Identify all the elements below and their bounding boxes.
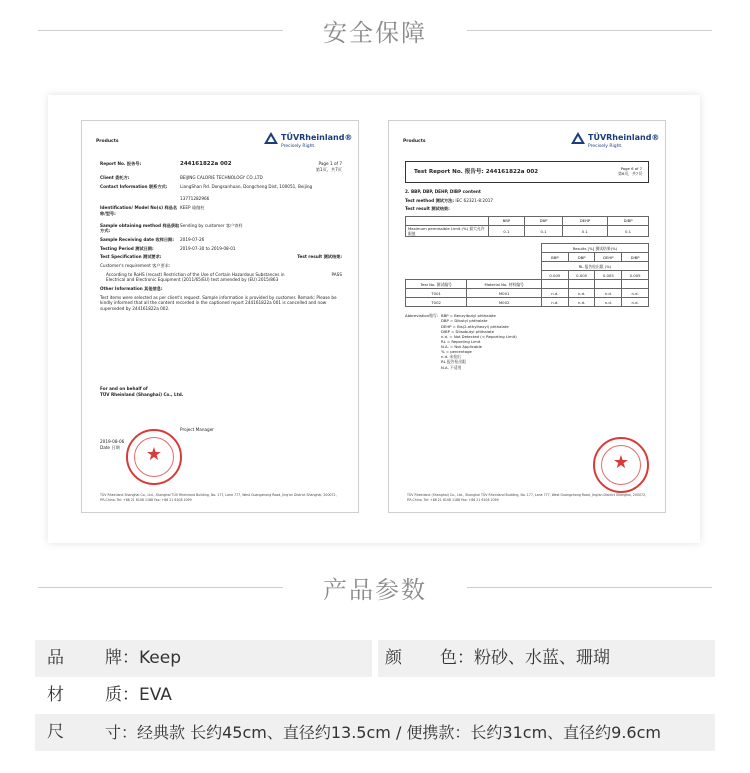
test-report-number-box	[405, 161, 649, 183]
param-value: EVA	[139, 685, 172, 705]
param-row-brand	[35, 640, 715, 677]
signature-block: For and on behalf of TÜV Rheinland (Shanghai) Co., Ltd. Project Manager 2019-08-06 Date 日期	[100, 386, 215, 450]
tuv-logo	[571, 131, 660, 153]
tuv-logo	[264, 131, 353, 153]
abbreviations: Abbreviation缩写: BBP = Benzylbutyl phthalate DBP = Dibutyl phthalate DEHP = Bis(2-ethylhexyl) phthalate DIBP = Diisobutyl phthalate n.d. = Not Detected (< Reporting Limit) RL = Reporting Limit N.A. = Not Applicable % = percentage n.d. 未检出 RL 报告检出限 N.A. 不适用	[405, 313, 517, 370]
params-section-title: 产品参数	[323, 576, 427, 604]
testing-value: 2019-07-30 to 2019-08-01	[180, 245, 236, 251]
contact-value: LiangShan Rd. Dongsanhuan, Dongcheng Dist, 100051, Beijing 13771282966	[180, 184, 313, 201]
other-info-label: Other Information 其他信息:	[100, 286, 163, 292]
param-label-char: 尺	[47, 722, 64, 742]
tuv-tagline: Precisely Right.	[281, 144, 316, 149]
safety-section-title: 安全保障	[323, 19, 427, 47]
param-row-size	[35, 714, 715, 751]
table-row: T001 M001 n.d. n.d. n.d. n.d.	[406, 289, 649, 298]
param-label: 色：粉砂、水蓝、珊瑚	[440, 648, 610, 668]
testing-label: Testing Period 测试日期:	[100, 245, 154, 251]
official-seal-icon: ★	[593, 437, 649, 493]
limit-row: Maximum permissible Limit (%) 最大允许限值 0.1 0.1 0.1 0.1	[406, 226, 649, 237]
requirement-label: Customer's requirement 客户要求:	[100, 263, 171, 269]
receiving-label: Sample Receiving date 收样日期:	[100, 237, 174, 243]
param-label-char: 材	[47, 685, 64, 705]
receiving-value: 2019-07-26	[180, 237, 205, 243]
products-label: Products	[403, 139, 426, 144]
param-value: Keep	[139, 648, 182, 668]
param-value: 粉砂、水蓝、珊瑚	[474, 648, 610, 668]
test-report-panel	[48, 95, 700, 543]
report-body	[100, 161, 342, 315]
identification-value: KEEP 瑜伽柱	[180, 205, 205, 211]
sampling-value: Sending by customer 客户寄样	[180, 222, 243, 228]
client-label: Client 委托方:	[100, 175, 130, 181]
test-report-number: Test Report No. 报告号: 244161822a 002	[414, 169, 539, 175]
tuv-triangle-icon	[264, 132, 278, 144]
limit-header-row: BBP DBP DEHP DIBP	[406, 217, 649, 226]
param-row-material	[35, 677, 715, 714]
report-footer: TÜV Rheinland (Shanghai) Co., Ltd., Shanghai TÜV Rheinland Building, No. 177, Lane 777, West Guangzhong Road, Jing'an District Shanghai, 200072, P.R.China. Tel: +86 21 6108 1188 Fax: +86 21 6108 1099	[407, 493, 647, 502]
table-row: Test No. 测试编号 Material No. 材料编号	[406, 280, 649, 289]
param-label-char: 品	[47, 648, 64, 668]
page-number: Page 1 of 7 第1页，共7页	[315, 161, 342, 172]
requirement-result: PASS	[331, 271, 342, 277]
param-value: 经典款 长约45cm、直径约13.5cm / 便携款：长约31cm、直径约9.6cm	[137, 723, 661, 742]
report-body	[405, 189, 649, 370]
spec-label: Test Specification 测试要求:	[100, 254, 162, 260]
param-label-char: 颜	[385, 648, 402, 668]
report-page-2	[388, 120, 666, 513]
report-footer: TÜV Rheinland Shanghai Co., Ltd., Shanghai TÜV Rheinland Building, No. 177, Lane 777, West Guangzhong Road, Jing'an District Shanghai, 200072, P.R.China. Tel: +86 21 6108 1188 Fax: +86 21 6108 1099	[100, 493, 337, 502]
products-label: Products	[96, 139, 119, 144]
results-table: Results [%] 测试结果(%) BBP DBP DEHP DIBP RL 报告检出限 (%) 0.005 0.005 0.005 0.005 Test No. 测试编号 Material No. 材料编号 T001 M001 n.d. n.d. n.d. n.d. T002 M002 n.d. n.d. n.d. n.d.	[405, 243, 649, 307]
results-caption: Results [%] 测试结果(%)	[542, 244, 649, 253]
limit-table	[405, 216, 649, 237]
rl-caption: RL 报告检出限 (%)	[542, 262, 649, 271]
param-label: 质：EVA	[105, 685, 172, 705]
header-divider-right	[467, 587, 712, 588]
page-number: Page 6 of 7 第6页，共7页	[618, 166, 642, 177]
test-result-label: Test result 测试结果:	[405, 206, 450, 212]
param-label: 牌：Keep	[105, 648, 182, 668]
client-value: BEIJING CALORIE TECHNOLOGY CO.,LTD	[180, 175, 263, 181]
param-label: 寸：经典款 长约45cm、直径约13.5cm / 便携款：长约31cm、直径约9.6cm	[105, 723, 661, 742]
contact-label: Contact Information 联系方式:	[100, 184, 168, 190]
report-no-label: Report No. 报告号:	[100, 161, 142, 166]
report-no: 244161822a 002	[180, 161, 232, 167]
result-label: Test result 测试结果:	[297, 254, 342, 260]
other-info-text: Test items were selected as per client's request. Sample information is provided by customer. Remark: Please be kindly informed that all the content recorded in the captioned report 244161822a 001 is cancelled and now superseded by 244161822a 002.	[100, 294, 337, 312]
report-header	[403, 131, 660, 153]
test-method: Test method 测试方法: IEC 62321-8:2017	[405, 197, 494, 203]
header-divider-right	[467, 30, 712, 31]
safety-section-header	[0, 0, 750, 47]
sampling-label: Sample obtaining method 样品获取方式:	[100, 222, 180, 234]
report-page-1	[81, 120, 359, 513]
tuv-tagline: Precisely Right.	[588, 144, 623, 149]
report-header	[96, 131, 353, 153]
identification-label: Identification/ Model No(s) 样品名称/型号:	[100, 205, 178, 217]
tuv-brand: TÜVRheinland®	[588, 133, 660, 142]
section-title: 2. BBP, DBP, DEHP, DIBP content	[405, 189, 481, 194]
table-row: T002 M002 n.d. n.d. n.d. n.d.	[406, 298, 649, 307]
params-section-header	[0, 560, 750, 604]
requirement-text: According to RoHS (recast) Restriction of the Use of Certain Hazardous Substances in Electrical and Electronic Equipment (2011/65/EU) test amended by (EU) 2015/863	[106, 271, 285, 283]
tuv-brand: TÜVRheinland®	[281, 133, 353, 142]
official-seal-icon: ★	[126, 429, 182, 485]
tuv-triangle-icon	[571, 132, 585, 144]
